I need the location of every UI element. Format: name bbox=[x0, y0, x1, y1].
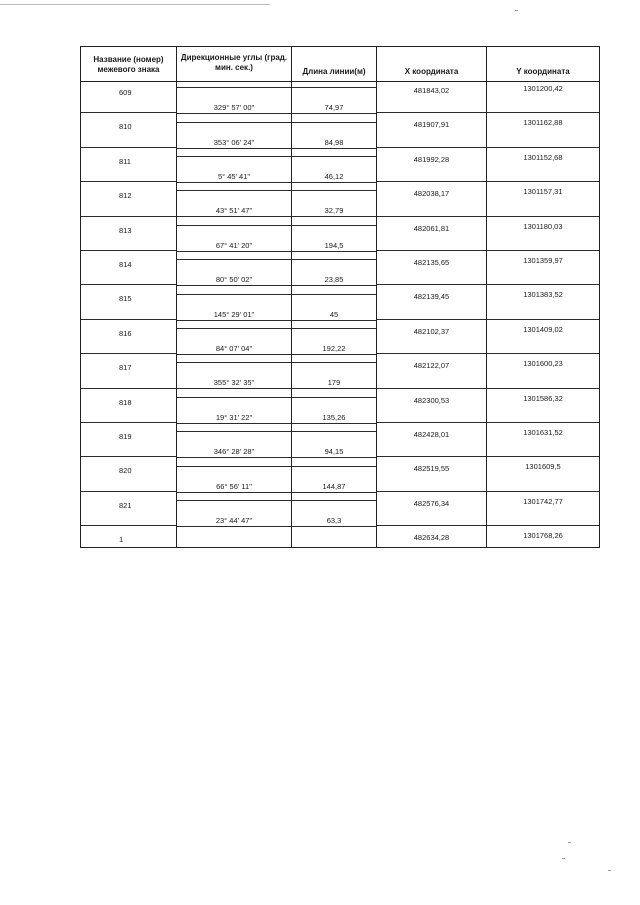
mark-name-cell: 816 bbox=[119, 328, 132, 338]
y-coordinate-cell: 1301180,03 bbox=[523, 221, 563, 231]
y-coordinate-cell: 1301586,32 bbox=[523, 393, 563, 403]
segment-rule bbox=[292, 457, 376, 458]
segment-rule bbox=[292, 397, 376, 398]
line-length-cell: 32,79 bbox=[324, 206, 344, 216]
row-rule bbox=[377, 216, 486, 217]
y-coordinate-cell: 1301631,52 bbox=[523, 428, 563, 437]
row-rule bbox=[81, 456, 176, 457]
y-coordinate-cell: 1301768,26 bbox=[523, 531, 563, 541]
row-rule bbox=[487, 250, 599, 251]
row-rule bbox=[377, 319, 486, 320]
x-coordinate-cell: 482135,65 bbox=[413, 258, 450, 267]
segment-rule bbox=[292, 423, 376, 424]
row-rule bbox=[377, 388, 486, 389]
line-length-cell: 194,5 bbox=[324, 240, 344, 250]
column-direction-angle bbox=[177, 82, 292, 547]
segment-rule bbox=[177, 148, 291, 149]
row-rule bbox=[81, 319, 176, 320]
mark-name-cell: 815 bbox=[119, 294, 132, 304]
line-length-cell: 135,26 bbox=[322, 412, 346, 422]
segment-rule bbox=[292, 431, 376, 432]
line-length-cell: 74,97 bbox=[324, 103, 344, 113]
column-x-coordinate bbox=[377, 82, 487, 547]
segment-rule bbox=[177, 526, 291, 527]
segment-rule bbox=[292, 259, 376, 260]
segment-rule bbox=[292, 328, 376, 329]
direction-angle-cell: 5° 45' 41" bbox=[217, 172, 251, 181]
row-rule bbox=[487, 491, 599, 492]
x-coordinate-cell: 481843,02 bbox=[413, 86, 450, 95]
direction-angle-cell: 346° 28' 28" bbox=[213, 447, 255, 457]
line-length-cell: 179 bbox=[327, 378, 341, 388]
line-length-cell: 84,98 bbox=[324, 137, 344, 147]
segment-rule bbox=[177, 354, 291, 355]
segment-rule bbox=[177, 423, 291, 424]
mark-name-cell: 609 bbox=[119, 88, 132, 97]
segment-rule bbox=[177, 251, 291, 252]
header-direction-angle: Дирекционные углы (град. мин. сек.) bbox=[177, 47, 292, 81]
x-coordinate-cell: 482634,28 bbox=[413, 533, 450, 543]
row-rule bbox=[81, 422, 176, 423]
row-rule bbox=[487, 147, 599, 148]
line-length-cell: 46,12 bbox=[324, 172, 344, 181]
segment-rule bbox=[292, 156, 376, 157]
segment-rule bbox=[177, 182, 291, 183]
direction-angle-cell: 329° 57' 00" bbox=[213, 103, 255, 113]
boundary-coordinates-table bbox=[80, 46, 600, 548]
segment-rule bbox=[292, 526, 376, 527]
row-rule bbox=[81, 112, 176, 113]
line-length-cell: 23,85 bbox=[324, 275, 344, 285]
direction-angle-cell: 66° 56' 11" bbox=[216, 481, 252, 491]
segment-rule bbox=[177, 457, 291, 458]
mark-name-cell: 818 bbox=[119, 397, 132, 407]
x-coordinate-cell: 482576,34 bbox=[413, 498, 450, 508]
row-rule bbox=[487, 284, 599, 285]
segment-rule bbox=[292, 122, 376, 123]
row-rule bbox=[377, 456, 486, 457]
segment-rule bbox=[292, 354, 376, 355]
direction-angle-cell: 84° 07' 04" bbox=[215, 344, 253, 353]
segment-rule bbox=[292, 285, 376, 286]
x-coordinate-cell: 482428,01 bbox=[413, 430, 450, 439]
row-rule bbox=[81, 388, 176, 389]
y-coordinate-cell: 1301359,97 bbox=[523, 256, 563, 265]
mark-name-cell: 811 bbox=[119, 156, 131, 166]
row-rule bbox=[487, 388, 599, 389]
row-rule bbox=[81, 491, 176, 492]
row-rule bbox=[487, 319, 599, 320]
segment-rule bbox=[177, 328, 291, 329]
segment-rule bbox=[177, 259, 291, 260]
mark-name-cell: 821 bbox=[119, 500, 132, 510]
segment-rule bbox=[177, 294, 291, 295]
line-length-cell: 192,22 bbox=[322, 344, 346, 353]
segment-rule bbox=[292, 362, 376, 363]
row-rule bbox=[81, 250, 176, 251]
segment-rule bbox=[177, 320, 291, 321]
mark-name-cell: 820 bbox=[119, 466, 132, 476]
x-coordinate-cell: 482038,17 bbox=[413, 189, 450, 199]
scan-specks bbox=[560, 840, 620, 880]
mark-name-cell: 819 bbox=[119, 432, 132, 441]
segment-rule bbox=[292, 225, 376, 226]
mark-name-cell: 817 bbox=[119, 363, 132, 373]
segment-rule bbox=[177, 431, 291, 432]
table-body bbox=[81, 82, 599, 547]
y-coordinate-cell: 1301157,31 bbox=[523, 187, 563, 197]
segment-rule bbox=[292, 251, 376, 252]
x-coordinate-cell: 482139,45 bbox=[413, 292, 450, 302]
y-coordinate-cell: 1301152,68 bbox=[523, 152, 563, 162]
row-rule bbox=[81, 353, 176, 354]
x-coordinate-cell: 482061,81 bbox=[413, 223, 450, 233]
y-coordinate-cell: 1301609,5 bbox=[525, 462, 561, 472]
segment-rule bbox=[292, 294, 376, 295]
line-length-cell: 94,15 bbox=[324, 447, 344, 457]
row-rule bbox=[487, 181, 599, 182]
mark-name-cell: 812 bbox=[119, 191, 132, 201]
table-header-row bbox=[81, 47, 599, 82]
segment-rule bbox=[292, 148, 376, 149]
segment-rule bbox=[177, 225, 291, 226]
segment-rule bbox=[177, 113, 291, 114]
segment-rule bbox=[177, 216, 291, 217]
segment-rule bbox=[177, 156, 291, 157]
mark-name-cell: 813 bbox=[119, 225, 132, 235]
row-rule bbox=[377, 147, 486, 148]
row-rule bbox=[487, 422, 599, 423]
row-rule bbox=[81, 284, 176, 285]
y-coordinate-cell: 1301162,88 bbox=[523, 118, 563, 128]
direction-angle-cell: 43° 51' 47" bbox=[215, 206, 253, 216]
row-rule bbox=[377, 284, 486, 285]
y-coordinate-cell: 1301742,77 bbox=[523, 496, 563, 506]
direction-angle-cell: 19° 31' 22" bbox=[215, 412, 253, 422]
segment-rule bbox=[177, 362, 291, 363]
row-rule bbox=[377, 491, 486, 492]
header-y-coordinate: Y координата bbox=[516, 67, 570, 76]
segment-rule bbox=[177, 190, 291, 191]
y-coordinate-cell: 1301600,23 bbox=[523, 359, 563, 369]
segment-rule bbox=[292, 492, 376, 493]
row-rule bbox=[377, 525, 486, 526]
segment-rule bbox=[292, 216, 376, 217]
row-rule bbox=[487, 525, 599, 526]
x-coordinate-cell: 482300,53 bbox=[413, 395, 450, 405]
segment-rule bbox=[292, 320, 376, 321]
row-rule bbox=[377, 181, 486, 182]
direction-angle-cell: 145° 29' 01" bbox=[213, 309, 255, 319]
mark-name-cell: 810 bbox=[119, 122, 132, 132]
column-line-length bbox=[292, 82, 377, 547]
mark-name-cell: 814 bbox=[119, 260, 132, 269]
row-rule bbox=[487, 112, 599, 113]
line-length-cell: 45 bbox=[329, 309, 339, 319]
header-line-length: Длина линии(м) bbox=[292, 47, 377, 81]
direction-angle-cell: 67° 41' 20" bbox=[215, 240, 253, 250]
row-rule bbox=[487, 353, 599, 354]
segment-rule bbox=[292, 500, 376, 501]
header-mark-name: Название (номер) межевого знака bbox=[81, 47, 177, 81]
segment-rule bbox=[292, 113, 376, 114]
x-coordinate-cell: 482122,07 bbox=[413, 361, 450, 371]
segment-rule bbox=[177, 500, 291, 501]
segment-rule bbox=[292, 388, 376, 389]
segment-rule bbox=[177, 397, 291, 398]
direction-angle-cell: 353° 06' 24" bbox=[213, 137, 255, 147]
segment-rule bbox=[177, 466, 291, 467]
segment-rule bbox=[292, 466, 376, 467]
segment-rule bbox=[177, 492, 291, 493]
row-rule bbox=[377, 353, 486, 354]
direction-angle-cell: 80° 50' 02" bbox=[215, 275, 253, 285]
segment-rule bbox=[292, 190, 376, 191]
y-coordinate-cell: 1301409,02 bbox=[523, 324, 563, 334]
segment-rule bbox=[177, 285, 291, 286]
mark-name-cell: 1 bbox=[119, 535, 124, 545]
row-rule bbox=[377, 422, 486, 423]
header-x-coordinate: X координата bbox=[377, 47, 487, 81]
segment-rule bbox=[177, 388, 291, 389]
x-coordinate-cell: 482102,37 bbox=[413, 326, 450, 336]
row-rule bbox=[487, 216, 599, 217]
x-coordinate-cell: 481907,91 bbox=[413, 120, 450, 130]
x-coordinate-cell: 482519,55 bbox=[413, 464, 450, 474]
row-rule bbox=[81, 525, 176, 526]
y-coordinate-cell: 1301200,42 bbox=[523, 84, 563, 93]
row-rule bbox=[81, 147, 176, 148]
segment-rule bbox=[292, 87, 376, 88]
row-rule bbox=[81, 216, 176, 217]
column-y-coordinate bbox=[487, 82, 599, 547]
direction-angle-cell: 23° 44' 47" bbox=[215, 516, 253, 525]
scan-speck bbox=[515, 10, 518, 11]
segment-rule bbox=[177, 87, 291, 88]
row-rule bbox=[81, 181, 176, 182]
x-coordinate-cell: 481992,28 bbox=[413, 154, 450, 164]
row-rule bbox=[377, 250, 486, 251]
scan-top-line bbox=[0, 4, 270, 5]
column-mark-name bbox=[81, 82, 177, 547]
line-length-cell: 63,3 bbox=[326, 516, 342, 525]
direction-angle-cell: 355° 32' 35" bbox=[213, 378, 255, 388]
line-length-cell: 144,87 bbox=[322, 481, 346, 491]
row-rule bbox=[487, 456, 599, 457]
row-rule bbox=[377, 112, 486, 113]
segment-rule bbox=[177, 122, 291, 123]
y-coordinate-cell: 1301383,52 bbox=[523, 290, 563, 300]
segment-rule bbox=[292, 182, 376, 183]
